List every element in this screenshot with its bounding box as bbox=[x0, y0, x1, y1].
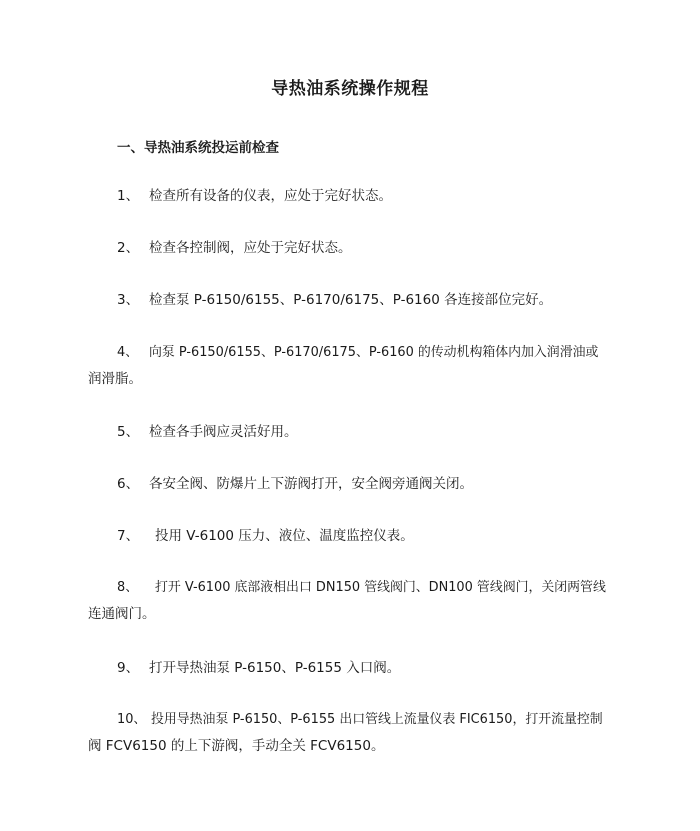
item-number: 1、 bbox=[117, 188, 140, 204]
item-number: 10、 bbox=[117, 712, 147, 727]
item-text: 各安全阀、防爆片上下游阀打开，安全阀旁通阀关闭。 bbox=[149, 476, 473, 492]
item-text: 投用导热油泵 P-6150、P-6155 出口管线上流量仪表 FIC6150，打开流量控制 bbox=[151, 712, 603, 727]
item-number: 3、 bbox=[117, 292, 140, 308]
item-text: 向泵 P-6150/6155、P-6170/6175、P-6160 的传动机构箱体内加入润滑油或 bbox=[149, 345, 599, 360]
item-text: 检查各控制阀，应处于完好状态。 bbox=[149, 240, 352, 256]
list-item bbox=[88, 340, 612, 392]
item-text: 打开 V-6100 底部液相出口 DN150 管线阀门、DN100 管线阀门，关闭两管线 bbox=[155, 580, 606, 595]
item-text: 检查各手阀应灵活好用。 bbox=[149, 424, 298, 440]
list-item bbox=[88, 523, 612, 549]
item-text: 检查泵 P-6150/6155、P-6170/6175、P-6160 各连接部位完好。 bbox=[149, 292, 553, 308]
item-text: 打开导热油泵 P-6150、P-6155 入口阀。 bbox=[149, 660, 401, 676]
item-text-continued: 润滑脂。 bbox=[88, 371, 142, 387]
item-number: 2、 bbox=[117, 240, 140, 256]
item-number: 4、 bbox=[117, 345, 139, 360]
list-item bbox=[88, 183, 612, 209]
document-title: 导热油系统操作规程 bbox=[271, 79, 429, 99]
item-number: 9、 bbox=[117, 660, 140, 676]
list-item bbox=[88, 287, 612, 313]
list-item bbox=[88, 575, 612, 627]
item-number: 6、 bbox=[117, 476, 140, 492]
list-item bbox=[88, 707, 612, 759]
item-text-continued: 连通阀门。 bbox=[88, 606, 156, 622]
list-item bbox=[88, 419, 612, 445]
item-text-continued: 阀 FCV6150 的上下游阀，手动全关 FCV6150。 bbox=[88, 738, 385, 754]
item-text: 投用 V-6100 压力、液位、温度监控仪表。 bbox=[155, 528, 414, 544]
list-item bbox=[88, 471, 612, 497]
item-number: 7、 bbox=[117, 528, 140, 544]
item-number: 8、 bbox=[117, 580, 139, 595]
section-heading: 一、导热油系统投运前检查 bbox=[117, 140, 279, 156]
item-text: 检查所有设备的仪表，应处于完好状态。 bbox=[149, 188, 392, 204]
list-item bbox=[88, 235, 612, 261]
item-number: 5、 bbox=[117, 424, 140, 440]
list-item bbox=[88, 655, 612, 681]
